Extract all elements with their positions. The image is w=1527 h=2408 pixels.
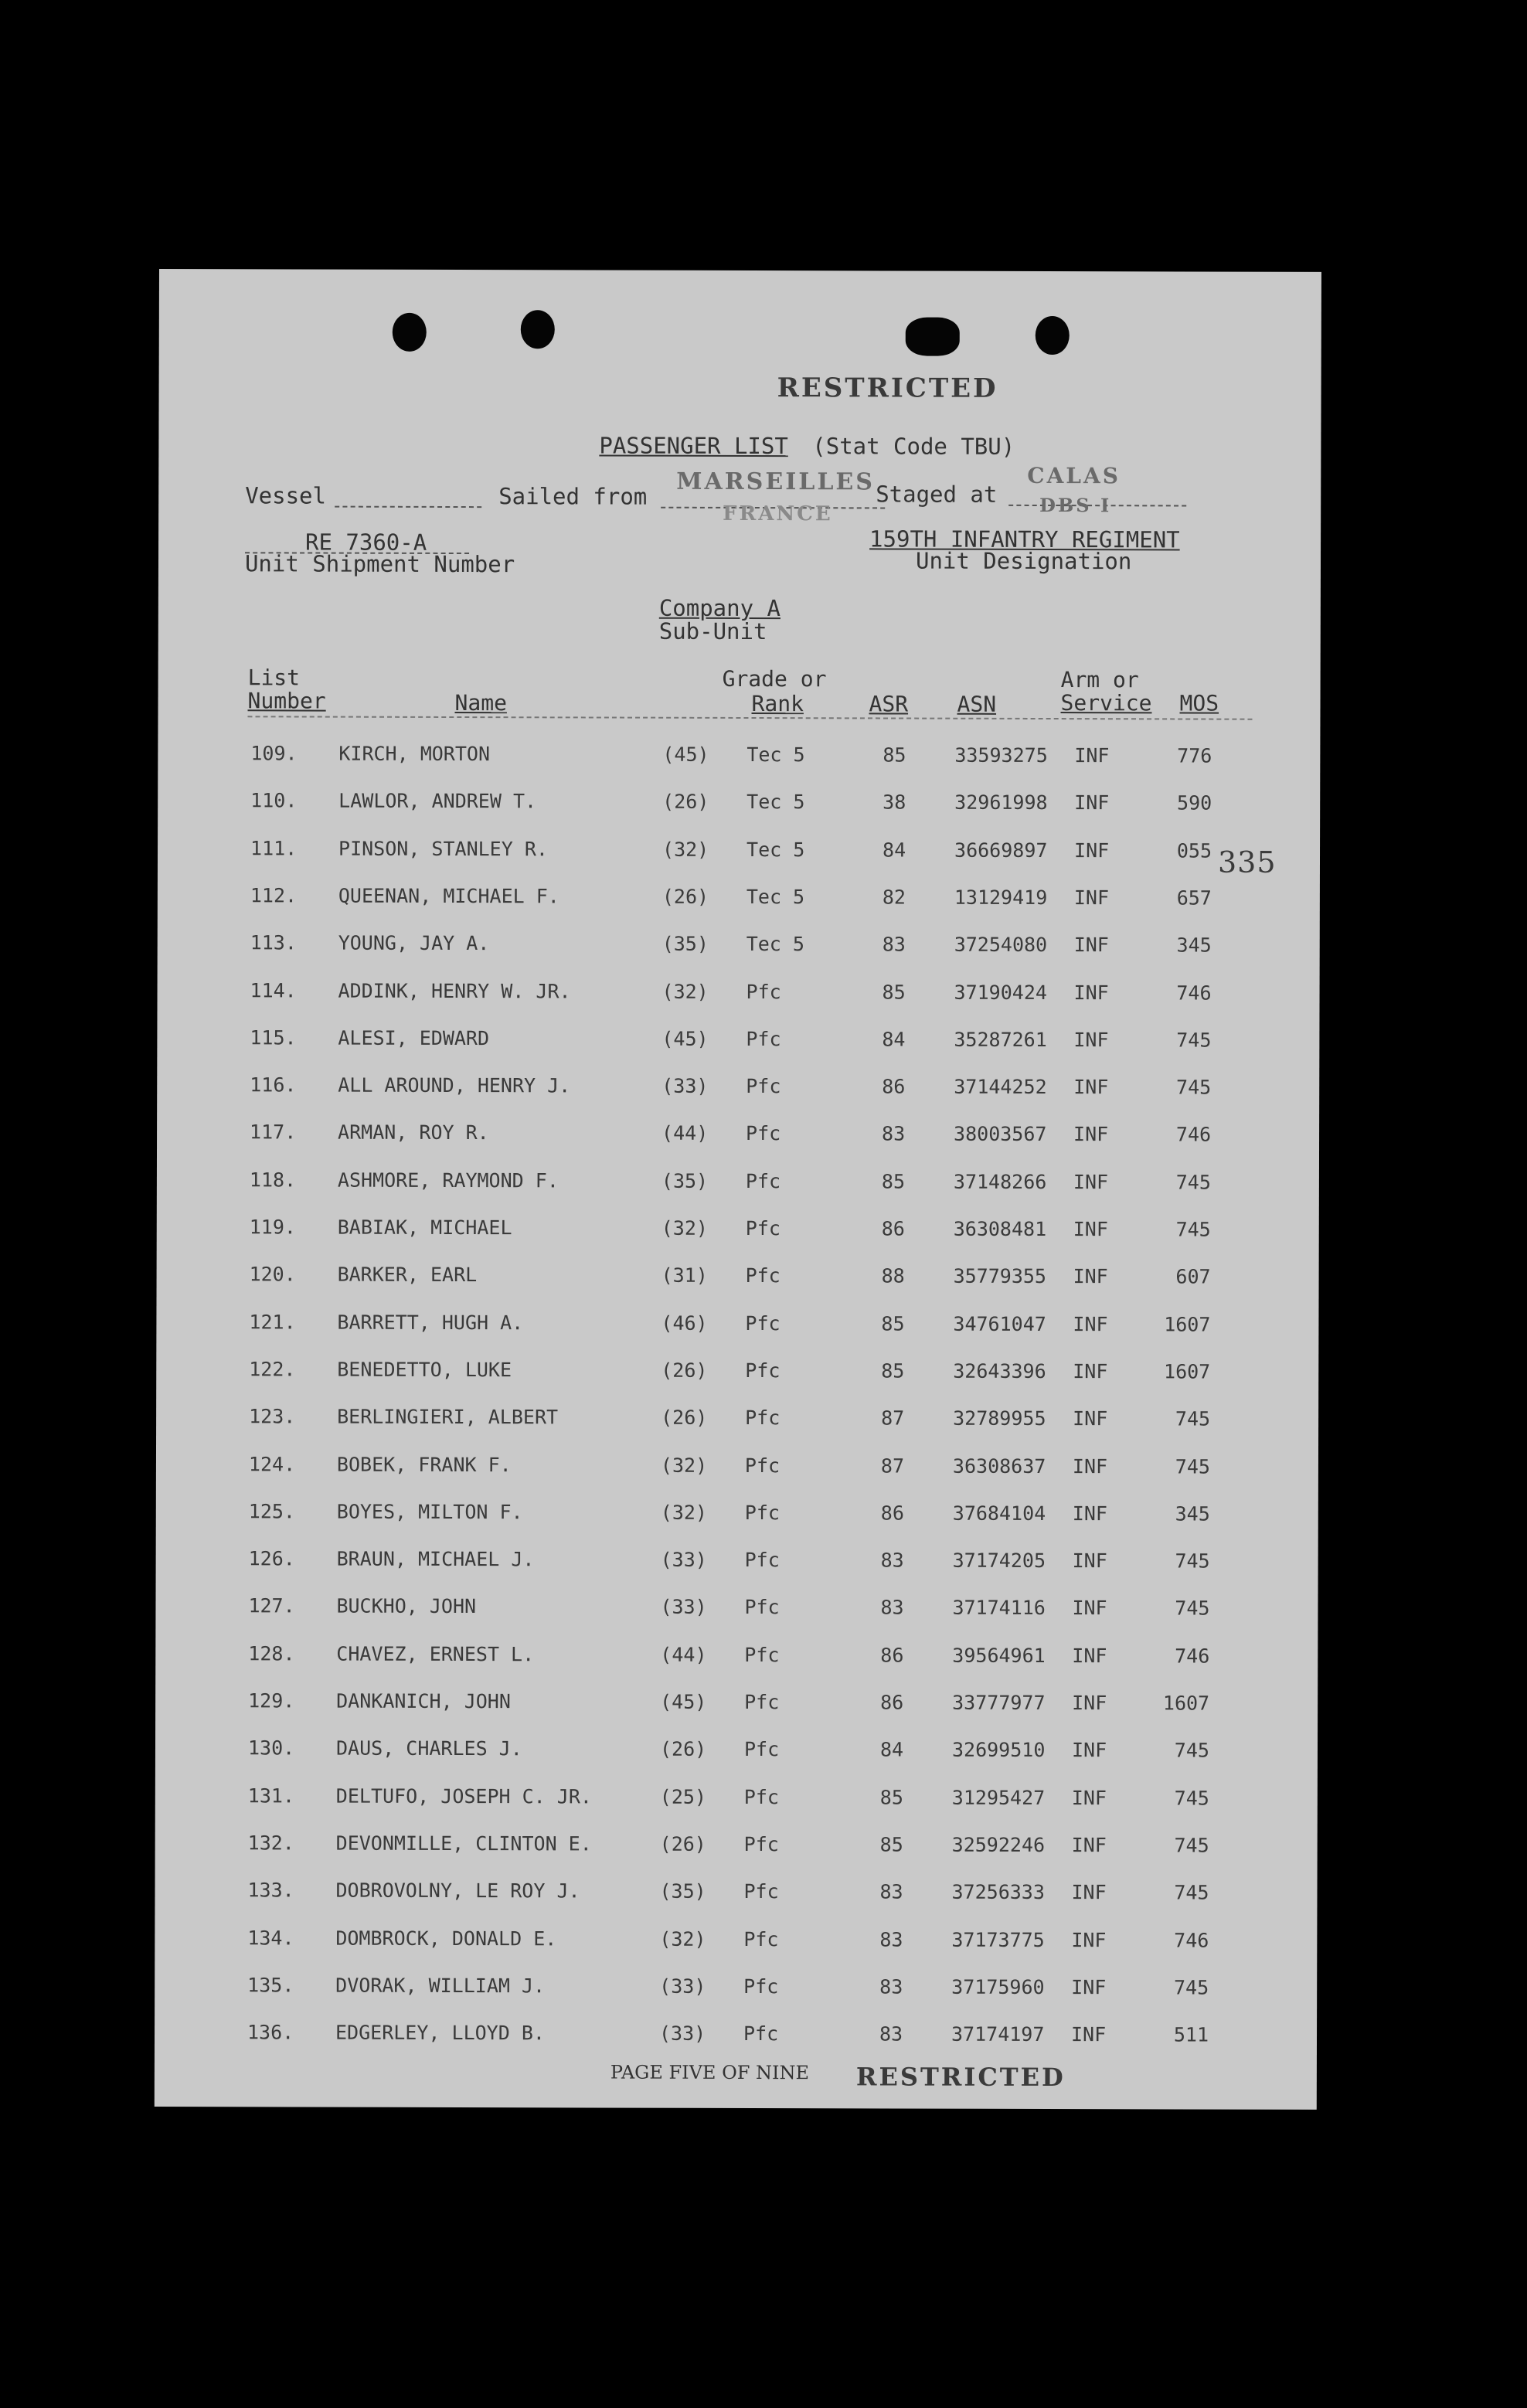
cell-mos: 746 [1176,981,1212,1005]
cell-grade: Pfc [746,1122,781,1145]
page-title: PASSENGER LIST [599,432,788,460]
cell-asr: 86 [880,1691,904,1714]
cell-arm: INF [1073,1076,1109,1099]
cell-arm: INF [1073,1218,1108,1241]
cell-code: (32) [661,980,709,1003]
cell-asn: 37684104 [952,1502,1046,1525]
cell-asn: 37144252 [954,1075,1047,1099]
vessel-label: Vessel [245,482,327,509]
cell-grade: Pfc [745,1169,781,1192]
cell-grade: Tec 5 [746,885,805,909]
cell-grade: Tec 5 [746,933,805,956]
cell-arm: INF [1071,1786,1107,1809]
cell-num: 113. [250,931,297,954]
cell-arm: INF [1071,1739,1107,1762]
cell-asn: 39564961 [952,1644,1046,1667]
col-asn: ASN [957,691,997,717]
punch-hole [393,313,427,352]
staged-label: Staged at [876,481,998,508]
cell-grade: Pfc [743,1880,779,1903]
cell-name: ASHMORE, RAYMOND F. [337,1168,559,1192]
cell-mos: 745 [1174,1834,1209,1857]
cell-num: 119. [249,1216,297,1239]
cell-grade: Pfc [743,1974,779,1998]
cell-asn: 37173775 [951,1928,1045,1951]
sub-unit-value: Company A [658,594,781,622]
cell-asr: 83 [879,1880,903,1903]
cell-asn: 36308637 [952,1454,1046,1478]
cell-arm: INF [1071,1928,1107,1951]
cell-grade: Pfc [743,1927,779,1951]
table-row [158,742,1320,776]
table-row [155,1832,1318,1866]
cell-code: (26) [659,1738,707,1761]
cell-num: 112. [250,884,298,907]
header-rule [247,716,1252,719]
cell-grade: Pfc [745,1406,781,1430]
cell-grade: Pfc [744,1690,780,1714]
sub-unit-label: Sub-Unit [658,617,767,645]
cell-asn: 38003567 [954,1123,1047,1146]
cell-asr: 85 [881,1359,905,1383]
table-row [155,1736,1318,1770]
cell-code: (26) [661,1406,708,1430]
cell-asn: 31295427 [951,1786,1046,1809]
cell-code: (32) [659,1927,706,1951]
table-row [156,1452,1318,1486]
table-row [155,1879,1317,1913]
cell-grade: Pfc [743,1738,780,1761]
cell-name: BERLINGIERI, ALBERT [337,1405,559,1429]
cell-num: 120. [249,1263,296,1286]
cell-asn: 37190424 [954,981,1048,1004]
cell-arm: INF [1072,1597,1107,1620]
cell-name: LAWLOR, ANDREW T. [338,789,537,813]
cell-asn: 33777977 [952,1691,1046,1715]
cell-mos: 745 [1175,1597,1210,1620]
cell-code: (45) [660,1690,707,1713]
cell-arm: INF [1073,934,1109,957]
cell-asn: 34761047 [953,1312,1046,1335]
cell-asr: 84 [882,1028,906,1051]
cell-grade: Pfc [746,1075,781,1098]
cell-grade: Pfc [743,2022,779,2046]
col-list-2: Number [247,688,326,714]
table-row [158,789,1320,823]
cell-num: 136. [247,2021,294,2044]
col-list-1: List [247,665,301,691]
cell-arm: INF [1073,838,1110,862]
sailed-from-country: FRANCE [723,502,833,526]
table-row [157,1168,1319,1202]
cell-arm: INF [1070,2023,1107,2046]
cell-code: (26) [661,885,709,908]
restricted-stamp-top: RESTRICTED [777,372,998,404]
cell-arm: INF [1072,1454,1108,1478]
cell-num: 133. [247,1879,294,1902]
cell-name: DVORAK, WILLIAM J. [335,1974,546,1998]
cell-num: 128. [248,1641,295,1665]
table-row [157,1263,1319,1297]
table-row [157,978,1319,1012]
unit-designation-label: Unit Designation [915,547,1132,575]
cell-asn: 13129419 [954,886,1048,909]
cell-name: DEVONMILLE, CLINTON E. [335,1832,592,1855]
table-row [157,1121,1319,1155]
cell-asr: 84 [882,838,906,862]
cell-asr: 38 [883,791,906,814]
cell-mos: 745 [1175,1549,1210,1573]
col-grade-1: Grade or [722,665,827,692]
cell-mos: 745 [1176,1076,1212,1099]
cell-num: 116. [250,1073,297,1097]
cell-num: 110. [250,789,298,812]
cell-code: (26) [661,1359,708,1382]
table-row [155,1926,1317,1960]
col-name: Name [454,690,508,716]
cell-code: (31) [661,1264,708,1287]
cell-grade: Tec 5 [746,838,805,861]
cell-name: BUCKHO, JOHN [336,1594,477,1618]
cell-mos: 345 [1175,1502,1210,1525]
cell-asr: 85 [879,1786,903,1809]
table-row [158,931,1320,965]
cell-name: ADDINK, HENRY W. JR. [338,979,571,1002]
cell-arm: INF [1071,1833,1107,1857]
cell-asn: 36308481 [953,1217,1047,1241]
cell-asr: 82 [882,886,906,909]
cell-code: (32) [661,838,709,861]
cell-asr: 83 [879,1975,903,1998]
cell-mos: 746 [1174,1928,1209,1952]
cell-code: (46) [661,1311,708,1335]
cell-code: (33) [658,2022,706,2045]
cell-grade: Pfc [746,1027,781,1050]
cell-num: 124. [248,1452,296,1475]
cell-arm: INF [1072,1692,1107,1715]
cell-mos: 345 [1176,934,1212,957]
cell-code: (45) [662,743,709,766]
cell-arm: INF [1072,1644,1107,1667]
stat-code: (Stat Code TBU) [812,433,1015,460]
table-row [155,1594,1318,1628]
cell-num: 125. [248,1500,296,1523]
cell-arm: INF [1073,1359,1108,1383]
table-row [157,1216,1319,1250]
cell-num: 129. [248,1689,295,1712]
cell-num: 127. [248,1594,295,1617]
cell-asn: 35779355 [953,1264,1047,1288]
cell-grade: Pfc [746,980,781,1003]
table-row [156,1405,1318,1439]
cell-num: 132. [247,1832,294,1855]
sailed-label: Sailed from [498,483,648,510]
table-row [158,837,1320,871]
cell-asr: 83 [879,2022,903,2046]
table-row [156,1547,1318,1581]
vessel-blank [335,506,481,508]
cell-arm: INF [1074,791,1110,815]
cell-code: (26) [662,791,709,814]
cell-num: 118. [249,1168,297,1192]
cell-name: BOYES, MILTON F. [336,1500,523,1524]
cell-asn: 32789955 [953,1406,1046,1430]
cell-mos: 745 [1176,1029,1212,1052]
cell-name: PINSON, STANLEY R. [338,837,549,860]
cell-mos: 590 [1177,791,1212,815]
cell-arm: INF [1073,981,1109,1004]
cell-arm: INF [1073,1170,1109,1193]
cell-mos: 607 [1175,1265,1211,1288]
cell-name: BARKER, EARL [337,1263,478,1287]
cell-code: (32) [661,1216,709,1240]
cell-grade: Pfc [745,1311,781,1335]
cell-name: KIRCH, MORTON [338,742,491,766]
cell-num: 134. [247,1926,294,1949]
cell-asr: 84 [879,1738,904,1761]
cell-arm: INF [1071,1881,1107,1904]
cell-grade: Pfc [744,1454,781,1477]
cell-arm: INF [1074,744,1110,767]
document-page [155,269,1321,2110]
cell-num: 109. [250,742,298,765]
table-row [155,1642,1318,1676]
cell-num: 111. [250,836,298,860]
cell-name: DAUS, CHARLES J. [335,1736,522,1760]
cell-asr: 86 [882,1075,906,1098]
table-row [156,1500,1318,1534]
cell-code: (25) [659,1785,707,1808]
table-row [155,1689,1318,1723]
cell-name: DOBROVOLNY, LE ROY J. [335,1879,580,1903]
cell-arm: INF [1073,886,1110,910]
cell-asr: 85 [883,743,906,767]
cell-num: 126. [248,1547,295,1570]
cell-num: 122. [249,1358,296,1381]
unit-designation: 159TH INFANTRY REGIMENT [869,525,1180,553]
cell-arm: INF [1073,1123,1109,1146]
punch-hole [1036,316,1070,355]
table-row [156,1358,1318,1392]
table-row [158,884,1320,918]
cell-grade: Pfc [745,1359,781,1382]
cell-mos: 1607 [1162,1692,1210,1715]
cell-asn: 37174205 [952,1549,1046,1573]
cell-arm: INF [1073,1312,1108,1335]
cell-grade: Tec 5 [746,791,805,814]
cell-asr: 85 [879,1833,903,1856]
cell-arm: INF [1071,1975,1107,1999]
cell-asr: 85 [881,1312,905,1335]
cell-asn: 32592246 [951,1833,1046,1856]
cell-mos: 745 [1175,1218,1211,1241]
cell-asn: 37256333 [951,1880,1045,1904]
cell-name: DELTUFO, JOSEPH C. JR. [335,1784,593,1808]
cell-grade: Pfc [744,1549,780,1572]
cell-code: (35) [661,1169,709,1192]
cell-arm: INF [1073,1028,1109,1052]
cell-code: (35) [661,932,709,956]
cell-name: YOUNG, JAY A. [338,931,490,955]
table-row [157,1026,1319,1060]
cell-name: DOMBROCK, DONALD E. [335,1927,557,1950]
cell-mos: 055 [1176,839,1212,862]
cell-mos: 657 [1176,886,1212,910]
cell-mos: 745 [1174,1787,1209,1810]
cell-num: 135. [247,1974,294,1997]
cell-grade: Pfc [744,1501,780,1524]
staged-at-code: DBS I [1039,493,1112,517]
cell-asn: 37148266 [953,1170,1047,1193]
cell-asr: 87 [881,1406,905,1430]
cell-name: ARMAN, ROY R. [338,1121,489,1144]
shipment-number: RE 7360-A [305,529,427,556]
cell-num: 130. [247,1736,295,1760]
cell-name: CHAVEZ, ERNEST L. [336,1642,535,1665]
cell-name: BENEDETTO, LUKE [337,1358,512,1382]
cell-num: 121. [249,1310,296,1334]
cell-grade: Pfc [745,1264,781,1287]
cell-asr: 83 [882,933,906,956]
cell-mos: 746 [1175,1123,1212,1146]
cell-asr: 85 [881,1170,906,1193]
cell-code: (32) [660,1501,708,1524]
cell-arm: INF [1073,1407,1108,1430]
cell-asn: 33593275 [954,743,1048,767]
cell-mos: 745 [1174,1739,1210,1762]
table-row [155,1974,1317,2008]
cell-grade: Pfc [744,1596,780,1619]
cell-code: (26) [659,1832,706,1855]
cell-asn: 37174116 [952,1597,1046,1620]
cell-num: 131. [247,1784,295,1808]
cell-mos: 745 [1173,1976,1209,1999]
cell-mos: 746 [1175,1644,1210,1668]
title-line [599,432,1015,459]
cell-mos: 745 [1175,1454,1210,1478]
cell-code: (44) [661,1122,709,1145]
cell-code: (35) [659,1879,706,1903]
cell-code: (33) [659,1974,706,1998]
cell-code: (44) [660,1643,707,1666]
page-label: PAGE FIVE OF NINE [610,2061,810,2084]
col-arm-1: Arm or [1060,667,1139,693]
cell-grade: Pfc [745,1216,781,1240]
cell-mos: 1607 [1164,1360,1211,1383]
cell-asn: 32643396 [953,1359,1046,1383]
table-row [155,1784,1318,1818]
cell-num: 114. [250,978,297,1002]
cell-asn: 37174197 [951,2022,1045,2046]
cell-num: 115. [250,1026,297,1049]
cell-asr: 86 [880,1644,904,1667]
table-row [156,1311,1318,1345]
staged-at-stamp: CALAS [1027,462,1121,489]
cell-name: BABIAK, MICHAEL [337,1216,512,1240]
cell-num: 117. [250,1121,297,1144]
cell-arm: INF [1072,1502,1107,1525]
cell-asr: 83 [880,1549,904,1572]
restricted-stamp-bottom: RESTRICTED [855,2062,1066,2093]
cell-mos: 776 [1177,744,1212,767]
cell-asn: 35287261 [954,1028,1047,1051]
cell-mos: 745 [1174,1881,1209,1904]
cell-name: BRAUN, MICHAEL J. [336,1547,535,1571]
punch-hole [906,318,960,356]
cell-code: (33) [660,1548,707,1571]
sailed-from-stamp: MARSEILLES [676,468,876,496]
punch-hole [521,310,555,349]
table-row [155,2021,1317,2055]
cell-asr: 83 [879,1927,903,1951]
cell-name: BOBEK, FRANK F. [336,1453,512,1476]
cell-asr: 85 [882,980,906,1004]
cell-mos: 511 [1173,2023,1209,2046]
cell-code: (33) [660,1596,707,1619]
cell-mos: 745 [1175,1407,1211,1430]
col-mos: MOS [1179,690,1219,716]
cell-asn: 32961998 [954,791,1048,815]
cell-name: EDGERLEY, LLOYD B. [335,2021,546,2045]
cell-name: ALL AROUND, HENRY J. [338,1073,571,1097]
cell-asr: 86 [881,1217,905,1240]
cell-asn: 37175960 [951,1975,1045,1998]
cell-name: BARRETT, HUGH A. [337,1311,524,1334]
cell-grade: Tec 5 [746,743,805,767]
cell-code: (45) [661,1027,709,1050]
cell-name: ALESI, EDWARD [338,1026,490,1049]
cell-grade: Pfc [743,1832,779,1855]
shipment-label: Unit Shipment Number [244,550,515,578]
cell-asn: 36669897 [954,838,1048,862]
col-grade-2: Rank [751,691,804,717]
cell-asr: 83 [880,1596,904,1619]
cell-code: (33) [661,1074,709,1097]
cell-asr: 87 [880,1454,905,1478]
cell-num: 123. [249,1405,296,1428]
cell-mos: 1607 [1164,1313,1211,1336]
col-asr: ASR [869,691,909,717]
cell-asr: 86 [880,1502,904,1525]
table-row [157,1073,1319,1107]
cell-grade: Pfc [744,1643,780,1666]
col-arm-2: Service [1060,690,1152,716]
margin-page-number: 335 [1217,845,1277,879]
cell-asn: 32699510 [951,1738,1046,1762]
cell-code: (32) [660,1454,708,1477]
cell-name: QUEENAN, MICHAEL F. [338,884,559,908]
cell-asr: 88 [881,1264,905,1287]
cell-grade: Pfc [743,1785,780,1808]
cell-arm: INF [1073,1265,1108,1288]
cell-asr: 83 [882,1122,906,1145]
cell-arm: INF [1072,1549,1107,1573]
cell-name: DANKANICH, JOHN [336,1689,511,1713]
cell-asn: 37254080 [954,933,1048,957]
cell-mos: 745 [1175,1171,1211,1194]
